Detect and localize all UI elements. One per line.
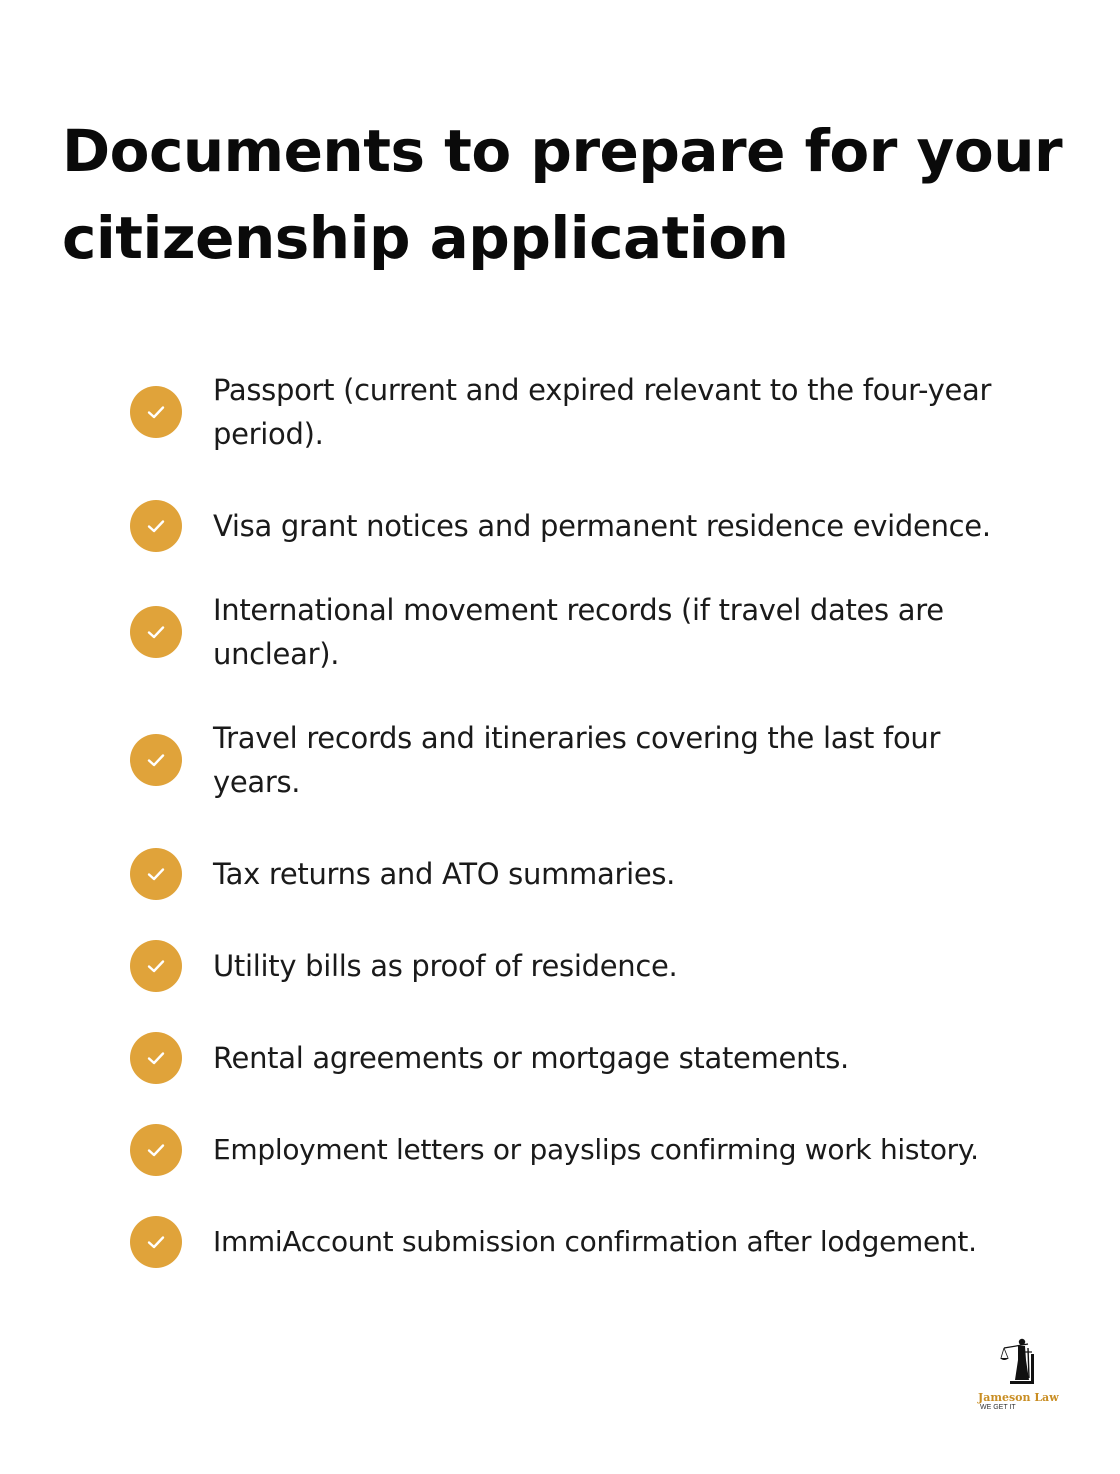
checklist-item-text: Passport (current and expired relevant to the four-year period). [213, 373, 992, 451]
checklist-item-text: Employment letters or payslips confirming work history. [213, 1133, 979, 1166]
checklist-item [130, 500, 1070, 552]
check-icon [130, 940, 182, 992]
checklist-item [130, 716, 1070, 804]
check-icon [130, 1124, 182, 1176]
checklist-item [130, 1032, 1070, 1084]
page-title: Documents to prepare for your citizenship application [62, 117, 1063, 272]
check-icon [130, 386, 182, 438]
checklist-item-text: Tax returns and ATO summaries. [213, 857, 676, 891]
checklist-item [130, 1124, 1070, 1176]
checklist-item [130, 1216, 1070, 1268]
checklist-item-text: Rental agreements or mortgage statements. [213, 1041, 849, 1075]
logo-tagline: WE GET IT [980, 1404, 1016, 1411]
check-icon [130, 606, 182, 658]
checklist-item [130, 588, 1070, 676]
checklist-item [130, 940, 1070, 992]
checklist-item-text: ImmiAccount submission confirmation after lodgement. [213, 1225, 977, 1258]
check-icon [130, 734, 182, 786]
checklist-item-text: Visa grant notices and permanent residence evidence. [213, 509, 991, 543]
checklist-item [130, 848, 1070, 900]
check-icon [130, 1216, 182, 1268]
lady-justice-icon [998, 1334, 1042, 1390]
check-icon [130, 848, 182, 900]
check-icon [130, 500, 182, 552]
checklist-item [130, 368, 1070, 456]
checklist-item-text: Utility bills as proof of residence. [213, 949, 678, 983]
check-icon [130, 1032, 182, 1084]
checklist-item-text: International movement records (if travel dates are unclear). [213, 593, 944, 671]
jameson-law-logo [978, 1334, 1058, 1414]
checklist-item-text: Travel records and itineraries covering the last four years. [213, 721, 941, 799]
logo-name: Jameson Law [978, 1391, 1059, 1404]
